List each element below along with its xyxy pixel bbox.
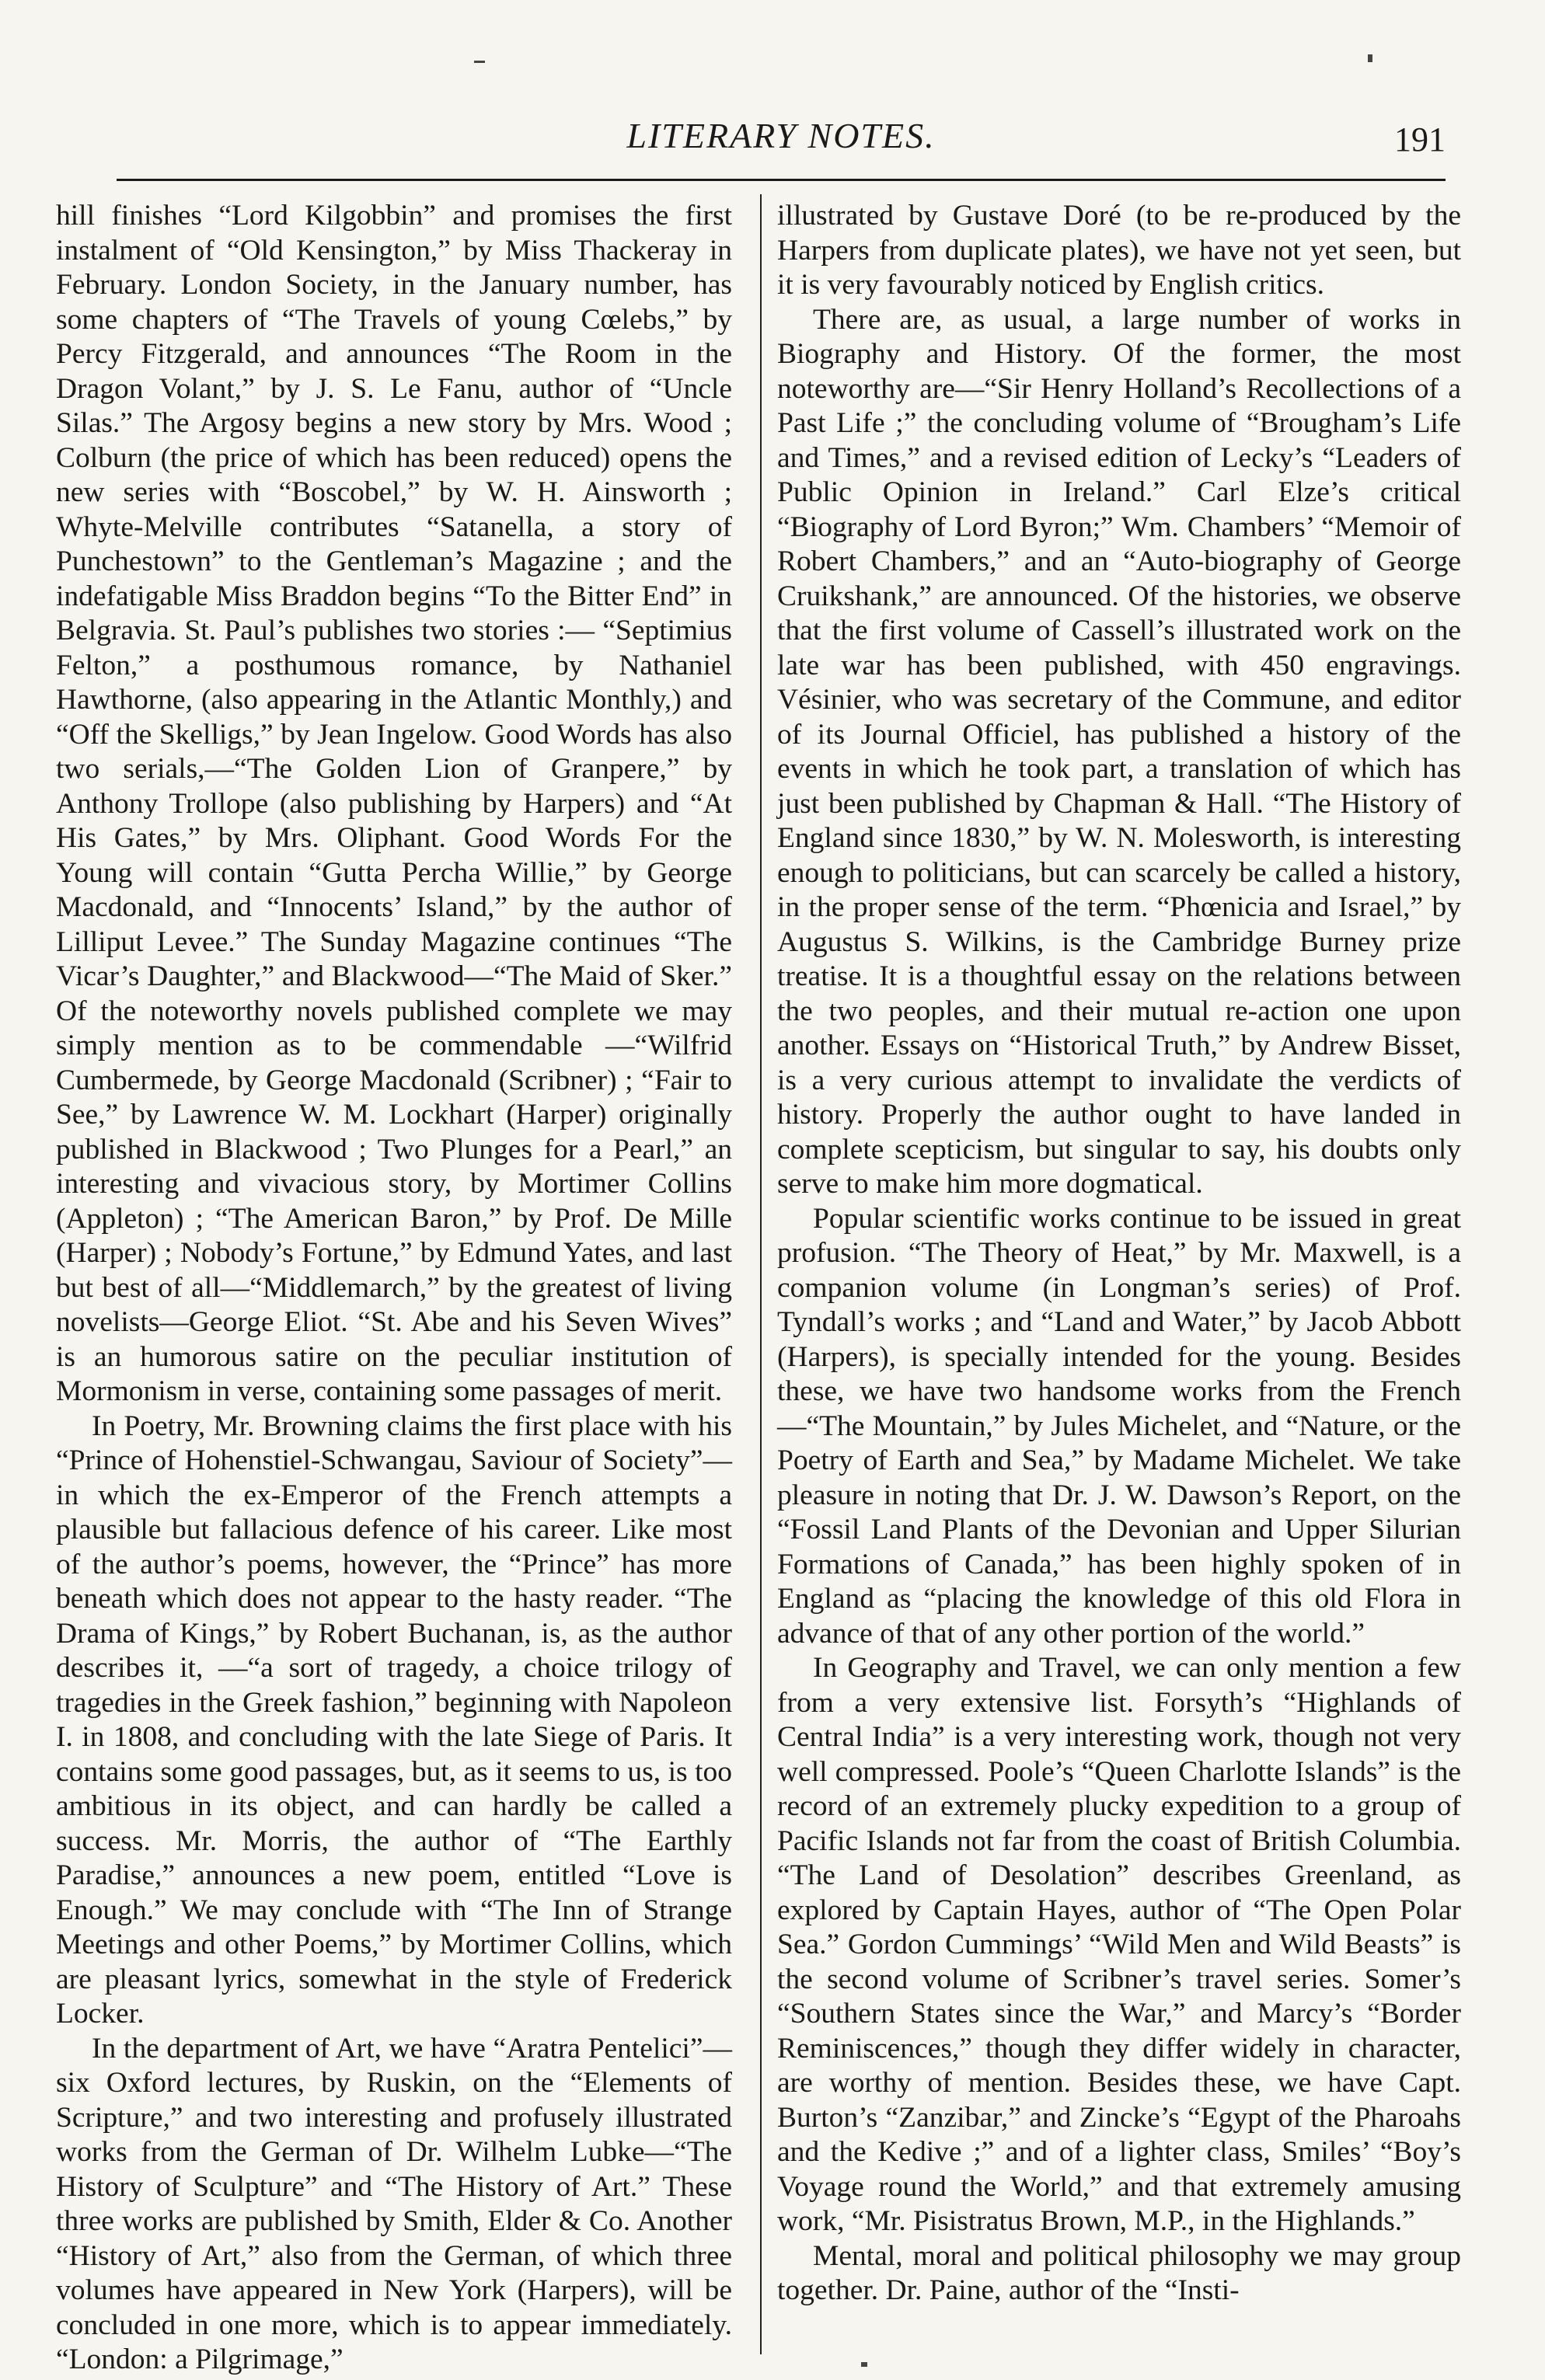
running-title: LITERARY NOTES. (626, 116, 936, 155)
paragraph: Popular scientific works continue to be issued in great profusion. “The Theory of Heat,” by Mr. Maxwell, is a companion volume (in Longman’s series) of Prof. Tyndall’s works ; and “Land and Water,” by Jacob Abbott (Harpers), is specially intended for the young. Besides these, we have two handsome works from the French—“The Mountain,” by Jules Michelet, and “Nature, or the Poetry of Earth and Sea,” by Madame Michelet. We take pleasure in noting that Dr. J. W. Dawson’s Report, on the “Fossil Land Plants of the Devonian and Upper Silurian Formations of Canada,” has been highly spoken of in England as “placing the knowledge of this old Flora in advance of that of any other portion of the world.” (777, 1202, 1461, 1650)
paragraph: In Poetry, Mr. Browning claims the first place with his “Prince of Hohenstiel-Schwangau, Saviour of Society”—in which the ex-Emperor of the French attempts a plausible but fallacious defence of his career. Like most of the author’s poems, however, the “Prince” has more beneath which does not appear to the hasty reader. “The Drama of Kings,” by Robert Buchanan, is, as the author describes it, —“a sort of tragedy, a choice trilogy of tragedies in the Greek fashion,” beginning with Napoleon I. in 1808, and concluding with the late Siege of Paris. It contains some good passages, but, as it seems to us, is too ambitious in its object, and can hardly be called a success. Mr. Morris, the author of “The Earthly Paradise,” announces a new poem, entitled “Love is Enough.” We may conclude with “The Inn of Strange Meetings and other Poems,” by Mortimer Collins, which are pleasant lyrics, somewhat in the style of Frederick Locker. (56, 1410, 732, 2030)
paragraph: hill finishes “Lord Kilgobbin” and promises the first instalment of “Old Kensington,” by Miss Thackeray in February. London Society, in the January number, has some chapters of “The Travels of young Cœlebs,” by Percy Fitzgerald, and announces “The Room in the Dragon Volant,” by J. S. Le Fanu, author of “Uncle Silas.” The Argosy begins a new story by Mrs. Wood ; Colburn (the price of which has been reduced) opens the new series with “Boscobel,” by W. H. Ainsworth ; Whyte-Melville contributes “Satanella, a story of Punchestown” to the Gentleman’s Magazine ; and the indefatigable Miss Braddon begins “To the Bitter End” in Belgravia. St. Paul’s publishes two stories :— “Septimius Felton,” a posthumous romance, by Nathaniel Hawthorne, (also appearing in the Atlantic Monthly,) and “Off the Skelligs,” by Jean Ingelow. Good Words has also two serials,—“The Golden Lion of Granpere,” by Anthony Trollope (also publishing by Harpers) and “At His Gates,” by Mrs. Oliphant. Good Words For the Young will contain “Gutta Percha Willie,” by George Macdonald, and “Innocents’ Island,” by the author of Lilliput Levee.” The Sunday Magazine continues “The Vicar’s Daughter,” and Blackwood—“The Maid of Sker.” Of the noteworthy novels published complete we may simply mention as to be commendable —“Wilfrid Cumbermede, by George Macdonald (Scribner) ; “Fair to See,” by Lawrence W. M. Lockhart (Harper) originally published in Blackwood ; Two Plunges for a Pearl,” an interesting and vivacious story, by Mortimer Collins (Appleton) ; “The American Baron,” by Prof. De Mille (Harper) ; Nobody’s Fortune,” by Edmund Yates, and last but best of all—“Middlemarch,” by the greatest of living novelists—George Eliot. “St. Abe and his Seven Wives” is an humorous satire on the peculiar institution of Mormonism in verse, containing some passages of merit. (56, 200, 732, 1407)
right-column (777, 199, 1461, 2309)
paragraph: There are, as usual, a large number of works in Biography and History. Of the former, the most noteworthy are—“Sir Henry Holland’s Recollections of a Past Life ;” the concluding volume of “Brougham’s Life and Times,” and a revised edition of Lecky’s “Leaders of Public Opinion in Ireland.” Carl Elze’s critical “Biography of Lord Byron;” Wm. Chambers’ “Memoir of Robert Chambers,” and an “Auto-biography of George Cruikshank,” are announced. Of the histories, we observe that the first volume of Cassell’s illustrated work on the late war has been published, with 450 engravings. Vésinier, who was secretary of the Commune, and editor of its Journal Officiel, has published a history of the events in which he took part, a translation of which has just been published by Chapman & Hall. “The History of England since 1830,” by W. N. Molesworth, is interesting enough to politicians, but can scarcely be called a history, in the proper sense of the term. “Phœnicia and Israel,” by Augustus S. Wilkins, is the Cambridge Burney prize treatise. It is a thoughtful essay on the relations between the two peoples, and their mutual re-action one upon another. Essays on “Historical Truth,” by Andrew Bisset, is a very curious attempt to invalidate the verdicts of history. Properly the author ought to have landed in complete scepticism, but singular to say, his doubts only serve to make him more dogmatical. (777, 303, 1461, 1200)
left-column (56, 199, 732, 2378)
column-divider (760, 194, 762, 2354)
paragraph: In the department of Art, we have “Aratra Pentelici”—six Oxford lectures, by Ruskin, on the “Elements of Scripture,” and two interesting and profusely illustrated works from the German of Dr. Wilhelm Lubke—“The History of Sculpture” and “The History of Art.” These three works are published by Smith, Elder & Co. Another “History of Art,” also from the German, of which three volumes have appeared in New York (Harpers), will be concluded in one more, which is to appear immediately. “London: a Pilgrimage,” (56, 2032, 732, 2375)
paragraph: illustrated by Gustave Doré (to be re-produced by the Harpers from duplicate plates), we have not yet seen, but it is very favourably noticed by English critics. (777, 200, 1461, 301)
print-mark (474, 61, 485, 63)
page-number: 191 (1394, 120, 1446, 159)
paragraph: Mental, moral and political philosophy we may group together. Dr. Paine, author of the “Insti- (777, 2239, 1461, 2306)
print-mark (861, 2362, 867, 2367)
page-header (117, 109, 1446, 181)
paragraph: In Geography and Travel, we can only mention a few from a very extensive list. Forsyth’s “Highlands of Central India” is a very interesting work, though not very well compressed. Poole’s “Queen Charlotte Islands” is the record of an extremely plucky expedition to a group of Pacific Islands not far from the coast of British Columbia. “The Land of Desolation” describes Greenland, as explored by Captain Hayes, author of “The Open Polar Sea.” Gordon Cummings’ “Wild Men and Wild Beasts” is the second volume of Scribner’s travel series. Somer’s “Southern States since the War,” and Marcy’s “Border Reminiscences,” though they differ widely in character, are worthy of mention. Besides these, we have Capt. Burton’s “Zanzibar,” and Zincke’s “Egypt of the Pharoahs and the Kedive ;” and of a lighter class, Smiles’ “Boy’s Voyage round the World,” and that extremely amusing work, “Mr. Pisistratus Brown, M.P., in the Highlands.” (777, 1652, 1461, 2237)
print-mark (1368, 54, 1372, 62)
